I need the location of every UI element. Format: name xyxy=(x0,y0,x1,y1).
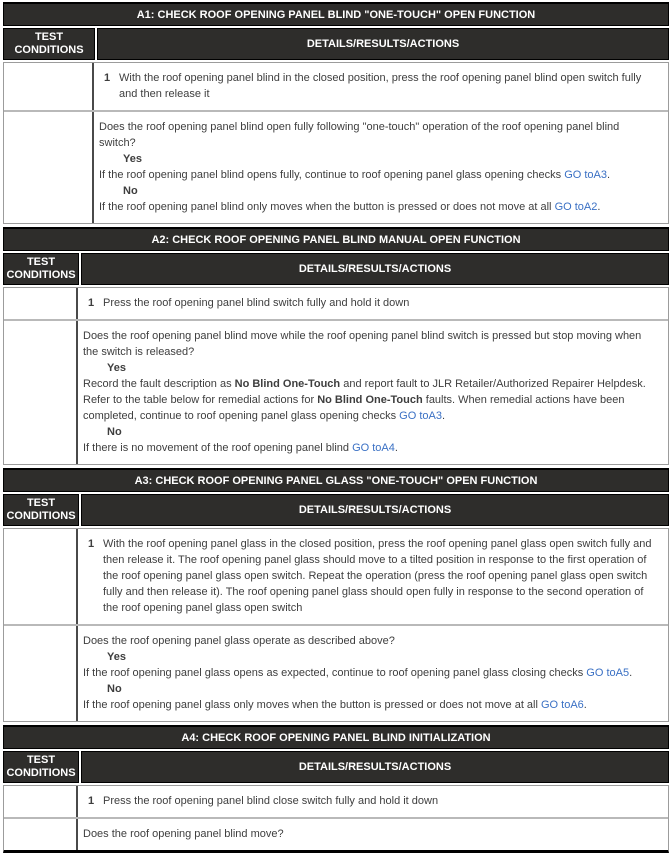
step-item xyxy=(83,295,658,311)
go-to-a3-link[interactable]: GO toA3 xyxy=(399,410,442,422)
answer-option-line xyxy=(99,151,658,167)
diagnostic-procedure-document xyxy=(0,2,672,853)
test-conditions-cell xyxy=(4,529,78,624)
result-text: and report fault to JLR Retailer/Authorized Repairer Helpdesk. Refer to the table below for remedial actions for xyxy=(83,378,646,406)
table-row xyxy=(4,288,668,319)
answer-option-line xyxy=(83,360,658,376)
column-header-row xyxy=(3,253,669,285)
step-number: 1 xyxy=(88,538,95,550)
test-conditions-cell xyxy=(4,626,78,721)
section-body-a2 xyxy=(3,287,669,465)
result-text-line xyxy=(83,697,658,713)
result-text-line xyxy=(99,167,658,183)
details-results-actions-header: DETAILS/RESULTS/ACTIONS xyxy=(81,751,669,783)
test-conditions-header: TEST CONDITIONS xyxy=(3,28,95,60)
answer-option-label: Yes xyxy=(107,362,126,374)
step-text: Press the roof opening panel blind close switch fully and hold it down xyxy=(103,795,439,807)
step-item xyxy=(83,536,658,616)
answer-option-line xyxy=(99,183,658,199)
answer-option-label: No xyxy=(123,185,138,197)
details-cell xyxy=(78,626,668,721)
step-item xyxy=(83,793,658,809)
result-text-line xyxy=(83,440,658,456)
result-text: . xyxy=(394,442,398,454)
section-a2 xyxy=(3,227,669,465)
details-results-actions-header: DETAILS/RESULTS/ACTIONS xyxy=(81,494,669,526)
test-conditions-cell xyxy=(4,321,78,464)
test-conditions-header: TEST CONDITIONS xyxy=(3,494,79,526)
answer-option-line xyxy=(83,649,658,665)
step-number: 1 xyxy=(88,297,95,309)
table-row xyxy=(4,817,668,850)
section-title-a2: A2: CHECK ROOF OPENING PANEL BLIND MANUAL OPEN FUNCTION xyxy=(3,227,669,251)
details-results-actions-header: DETAILS/RESULTS/ACTIONS xyxy=(81,253,669,285)
answer-option-line xyxy=(83,424,658,440)
column-header-row xyxy=(3,28,669,60)
result-text: . xyxy=(441,410,446,422)
section-a3 xyxy=(3,468,669,722)
answer-option-label: Yes xyxy=(107,651,126,663)
step-item xyxy=(99,70,658,102)
result-text: Does the roof opening panel glass operate as described above? xyxy=(83,635,395,647)
test-conditions-header: TEST CONDITIONS xyxy=(3,253,79,285)
result-text: Does the roof opening panel blind open fully following "one-touch" operation of the roof opening panel blind switch? xyxy=(99,121,620,149)
details-results-actions-header: DETAILS/RESULTS/ACTIONS xyxy=(97,28,669,60)
result-text: If there is no movement of the roof opening panel blind xyxy=(83,442,353,454)
table-row xyxy=(4,110,668,223)
result-text: . xyxy=(597,201,601,213)
step-text: With the roof opening panel glass in the closed position, press the roof opening panel glass open switch fully and then release it. The roof opening panel glass should move to a tilted position in response to the first operation of the roof opening panel glass open switch. Repeat the operation (press the roof opening panel glass open switch fully and then release it). The roof opening panel glass should open fully in response to the second operation of the roof opening panel glass open switch xyxy=(103,538,652,614)
result-text: Record the fault description as xyxy=(83,378,235,390)
section-title-a4: A4: CHECK ROOF OPENING PANEL BLIND INITIALIZATION xyxy=(3,725,669,749)
result-text-line xyxy=(83,328,658,360)
fault-name-bold: No Blind One-Touch xyxy=(317,394,423,406)
result-text-line xyxy=(83,826,658,842)
section-body-a3 xyxy=(3,528,669,722)
go-to-a5-link[interactable]: GO toA5 xyxy=(586,667,630,679)
details-cell xyxy=(78,786,668,817)
result-text-line xyxy=(83,665,658,681)
result-text: . xyxy=(629,667,633,679)
test-conditions-cell xyxy=(4,112,94,223)
result-text: faults. When remedial actions have been completed, continue to roof opening panel glass opening checks xyxy=(83,394,625,422)
test-conditions-cell xyxy=(4,786,78,817)
details-cell xyxy=(78,321,668,464)
details-cell xyxy=(94,63,668,110)
go-to-a2-link[interactable]: GO toA2 xyxy=(554,201,598,213)
table-row xyxy=(4,63,668,110)
result-text: If the roof opening panel blind opens fully, continue to roof opening panel glass opening checks xyxy=(99,169,565,181)
table-row xyxy=(4,319,668,464)
result-text: If the roof opening panel blind only moves when the button is pressed or does not move at all xyxy=(99,201,555,213)
result-text-line xyxy=(83,633,658,649)
go-to-a6-link[interactable]: GO toA6 xyxy=(541,699,584,711)
result-text: . xyxy=(583,699,587,711)
details-cell xyxy=(78,288,668,319)
answer-option-label: Yes xyxy=(123,153,142,165)
section-a4 xyxy=(3,725,669,853)
fault-name-bold: No Blind One-Touch xyxy=(234,378,341,390)
result-text-line xyxy=(83,376,658,424)
result-text: . xyxy=(606,169,611,181)
section-title-a1: A1: CHECK ROOF OPENING PANEL BLIND "ONE-TOUCH" OPEN FUNCTION xyxy=(3,2,669,26)
step-number: 1 xyxy=(104,72,111,84)
answer-option-line xyxy=(83,681,658,697)
answer-option-label: No xyxy=(107,426,122,438)
details-cell xyxy=(94,112,668,223)
result-text: Does the roof opening panel blind move while the roof opening panel blind switch is pressed but stop moving when the switch is released? xyxy=(83,330,642,358)
test-conditions-header: TEST CONDITIONS xyxy=(3,751,79,783)
column-header-row xyxy=(3,751,669,783)
column-header-row xyxy=(3,494,669,526)
result-text-line xyxy=(99,199,658,215)
step-text: With the roof opening panel blind in the closed position, press the roof opening panel blind open switch fully and then release it xyxy=(119,72,642,100)
section-body-a4 xyxy=(3,785,669,853)
result-text-line xyxy=(99,119,658,151)
step-number: 1 xyxy=(88,795,95,807)
table-row xyxy=(4,529,668,624)
step-text: Press the roof opening panel blind switch fully and hold it down xyxy=(103,297,410,309)
go-to-a3-link[interactable]: GO toA3 xyxy=(564,169,607,181)
details-cell xyxy=(78,529,668,624)
section-title-a3: A3: CHECK ROOF OPENING PANEL GLASS "ONE-TOUCH" OPEN FUNCTION xyxy=(3,468,669,492)
result-text: Does the roof opening panel blind move? xyxy=(83,828,284,840)
test-conditions-cell xyxy=(4,63,94,110)
go-to-a4-link[interactable]: GO toA4 xyxy=(352,442,395,454)
test-conditions-cell xyxy=(4,288,78,319)
result-text: If the roof opening panel glass opens as expected, continue to roof opening panel glass closing checks xyxy=(83,667,587,679)
table-row xyxy=(4,624,668,721)
table-row xyxy=(4,786,668,817)
answer-option-label: No xyxy=(107,683,122,695)
result-text: If the roof opening panel glass only moves when the button is pressed or does not move at all xyxy=(83,699,541,711)
section-body-a1 xyxy=(3,62,669,224)
section-a1 xyxy=(3,2,669,224)
